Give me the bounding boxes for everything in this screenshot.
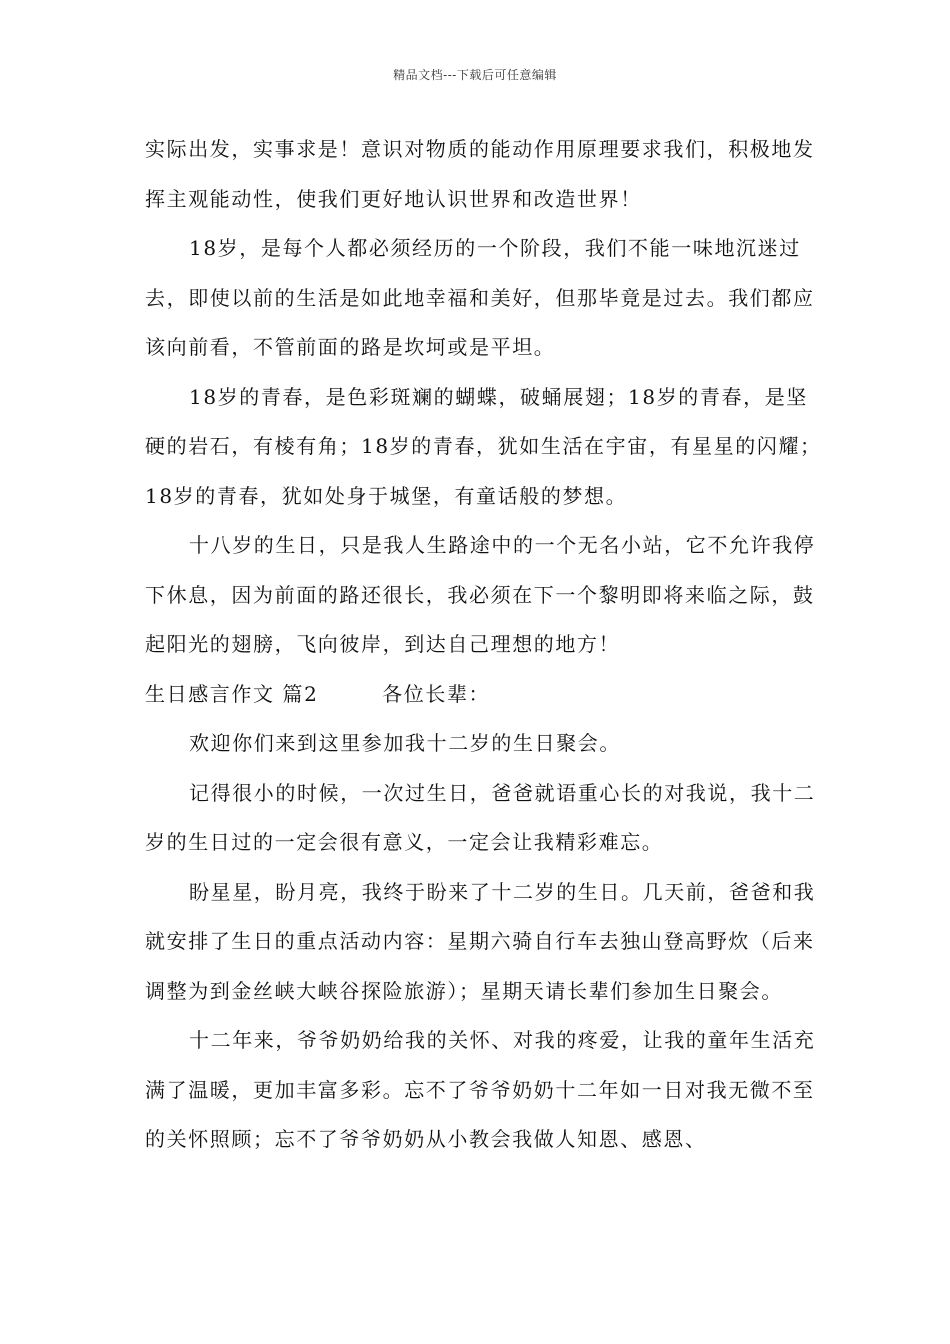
section-greeting: 各位长辈：	[382, 681, 491, 706]
paragraph-8: 十二年来，爷爷奶奶给我的关怀、对我的疼爱，让我的童年生活充满了温暖，更加丰富多彩。忘不了爷爷奶奶十二年如一日对我无微不至的关怀照顾；忘不了爷爷奶奶从小教会我做人知恩、感恩、	[145, 1028, 816, 1151]
paragraph-5: 欢迎你们来到这里参加我十二岁的生日聚会。	[189, 731, 621, 755]
paragraph-2: 18岁，是每个人都必须经历的一个阶段，我们不能一味地沉迷过去，即使以前的生活是如此地幸福和美好，但那毕竟是过去。我们都应该向前看，不管前面的路是坎坷或是平坦。	[145, 236, 815, 359]
section-heading	[145, 670, 825, 720]
paragraph-6: 记得很小的时候，一次过生日，爸爸就语重心长的对我说，我十二岁的生日过的一定会很有意义，一定会让我精彩难忘。	[145, 780, 816, 854]
section-title: 生日感言作文 篇2	[145, 681, 319, 706]
page-header: 精品文档---下载后可任意编辑	[393, 68, 557, 82]
paragraph-1: 实际出发，实事求是！意识对物质的能动作用原理要求我们，积极地发挥主观能动性，使我们更好地认识世界和改造世界！	[145, 137, 815, 211]
paragraph-4: 十八岁的生日，只是我人生路途中的一个无名小站，它不允许我停下休息，因为前面的路还很长，我必须在下一个黎明即将来临之际，鼓起阳光的翅膀，飞向彼岸，到达自己理想的地方！	[145, 533, 816, 656]
paragraph-7: 盼星星，盼月亮，我终于盼来了十二岁的生日。几天前，爸爸和我就安排了生日的重点活动内容：星期六骑自行车去独山登高野炊（后来调整为到金丝峡大峡谷探险旅游）；星期天请长辈们参加生日聚会。	[145, 879, 816, 1003]
document-body	[145, 125, 825, 1165]
paragraph-3: 18岁的青春，是色彩斑斓的蝴蝶，破蛹展翅；18岁的青春，是坚硬的岩石，有棱有角；18岁的青春，犹如生活在宇宙，有星星的闪耀；18岁的青春，犹如处身于城堡，有童话般的梦想。	[145, 384, 822, 508]
